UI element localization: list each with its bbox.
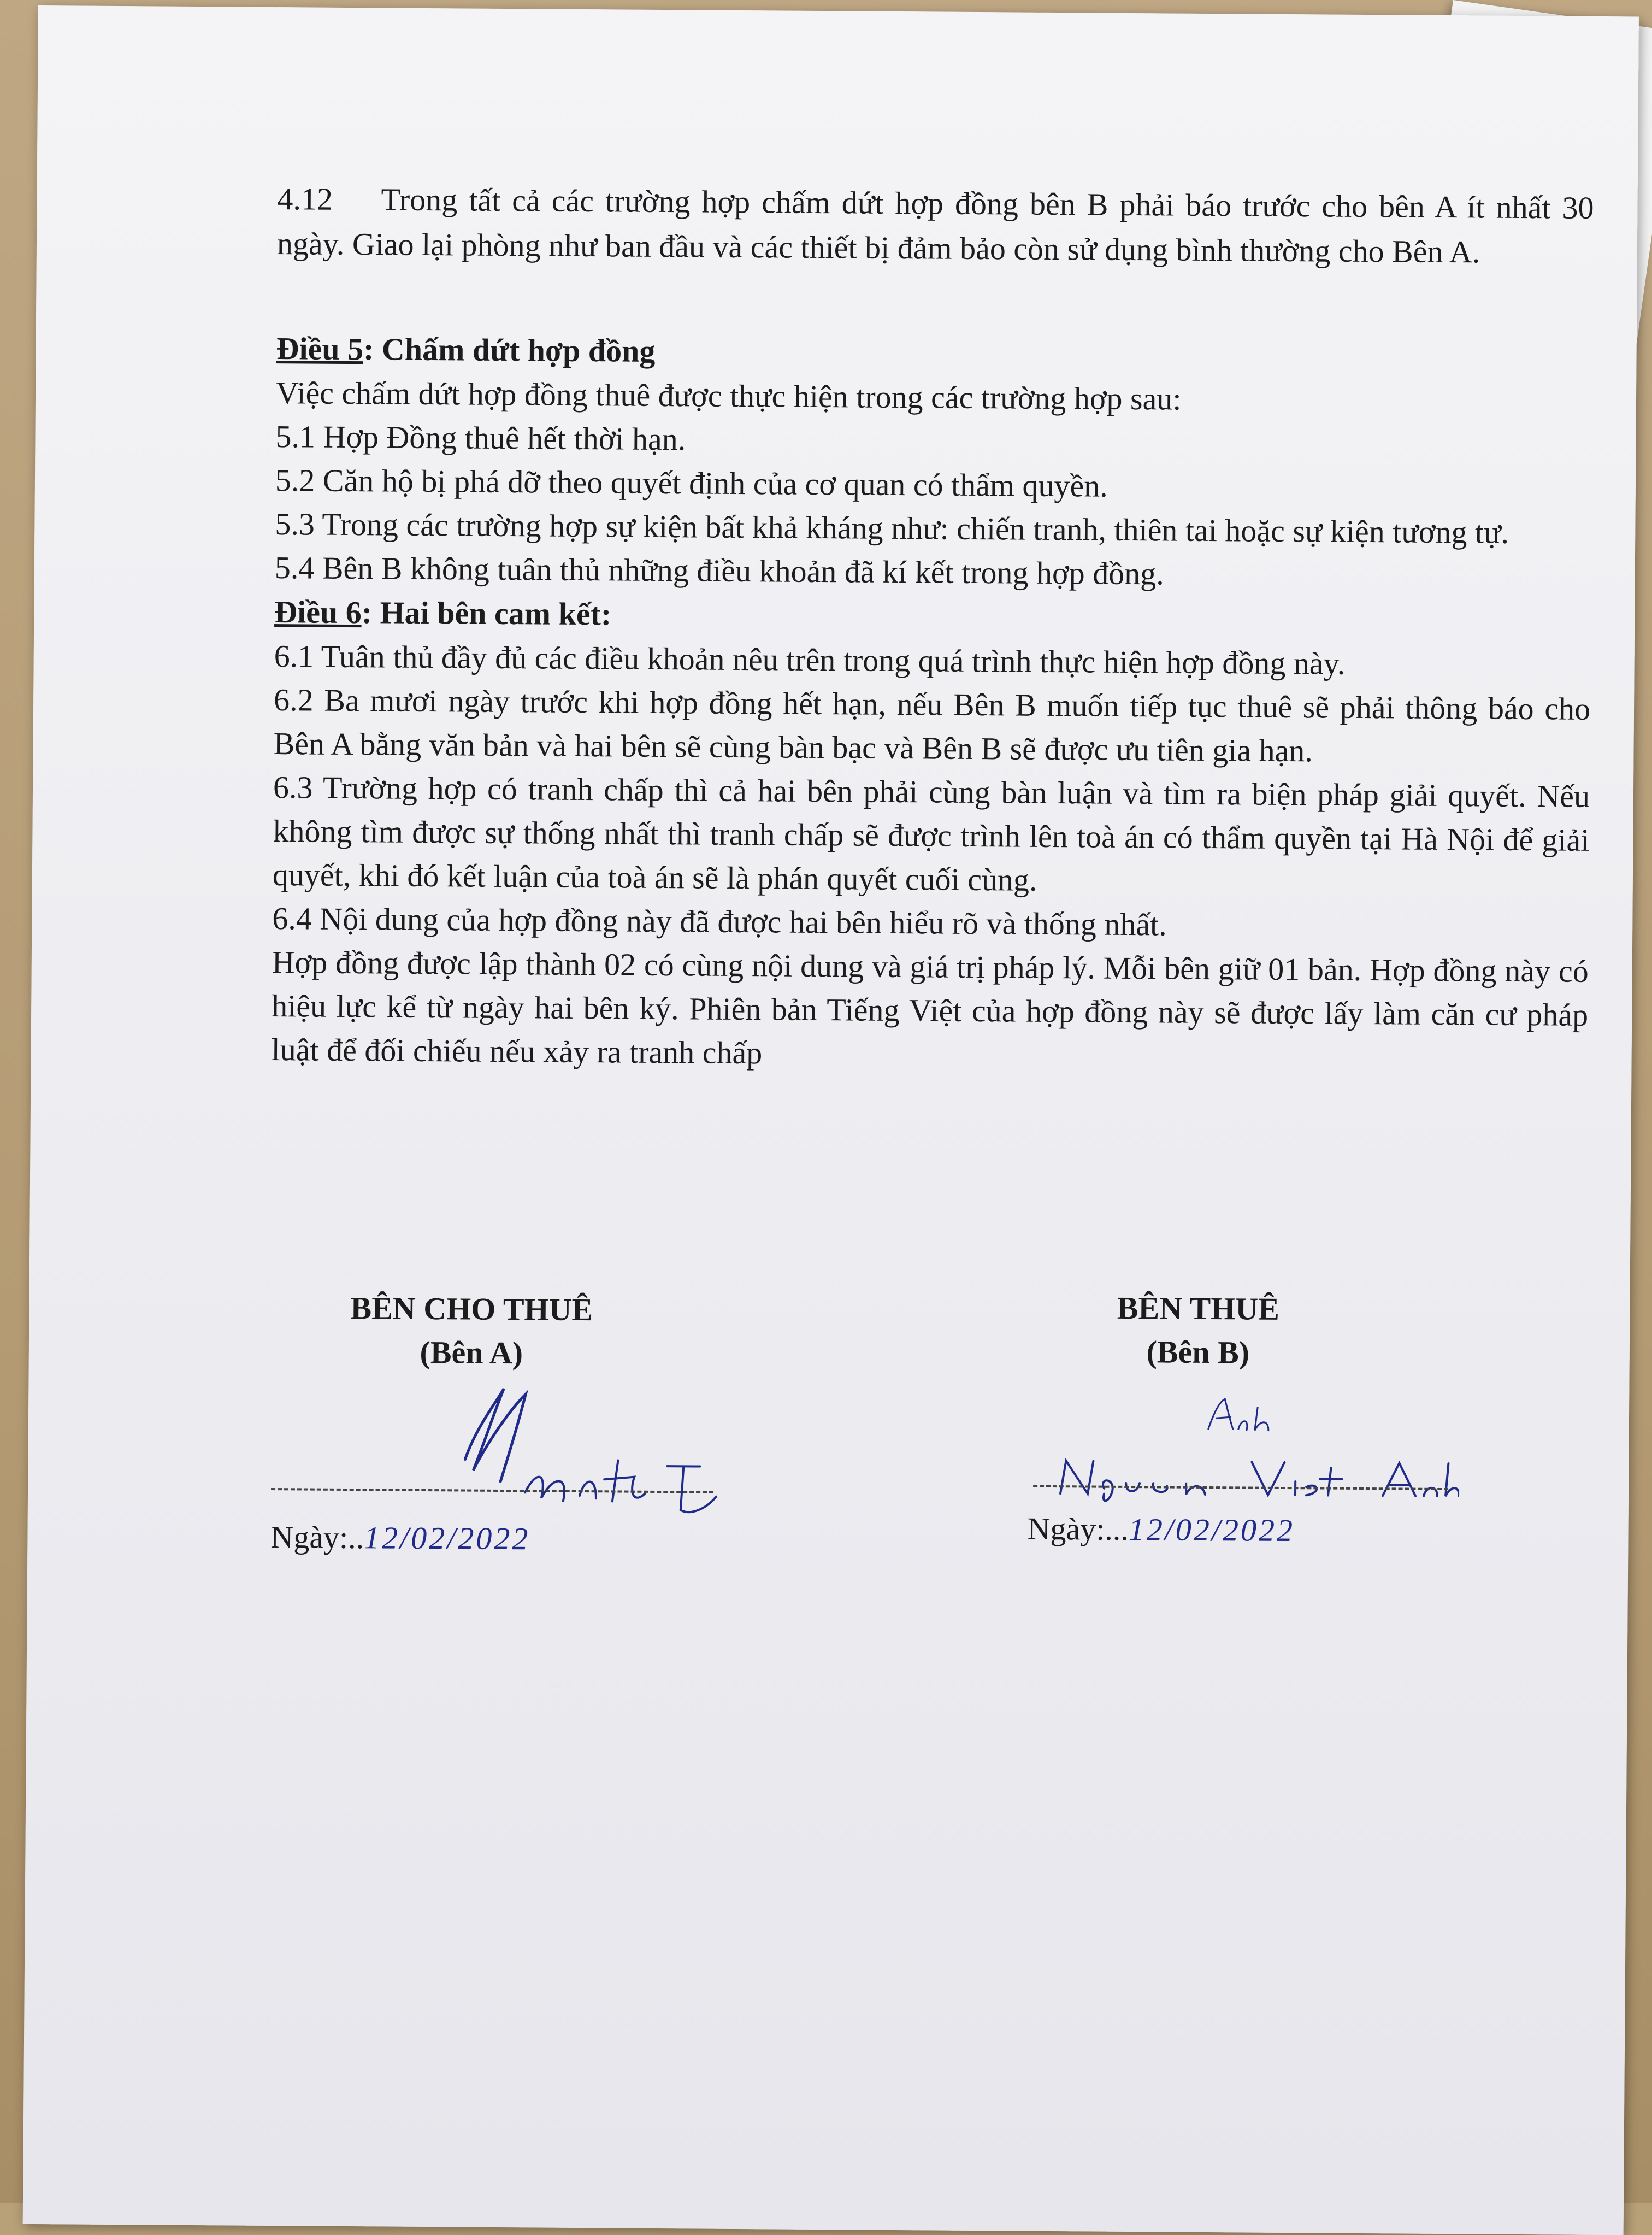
article-5-item: 5.2 Căn hộ bị phá dỡ theo quyết định của cơ quan có thẩm quyền. <box>275 462 1108 504</box>
clause-4-12 <box>277 177 1594 275</box>
article-5-item: 5.3 Trong các trường hợp sự kiện bất khả kháng như: chiến tranh, thiên tai hoặc sự kiện tương tự. <box>275 506 1509 550</box>
signature-area <box>268 1269 1499 1606</box>
article-6-item: 6.3 Trường hợp có tranh chấp thì cả hai bên phải cùng bàn luận và tìm ra biện pháp giải quyết. Nếu không tìm được sự thống nhất thì tranh chấp sẽ được trình lên toà án có thẩm quyền tại Hà Nội để giải quyết, khi đó kết luận của toà án sẽ là phán quyết cuối cùng. <box>272 769 1590 898</box>
party-b-block <box>1056 1286 1341 1375</box>
clause-number: 4.12 <box>277 181 333 217</box>
contract-body <box>271 177 1594 1081</box>
article-6-item: 6.1 Tuân thủ đầy đủ các điều khoản nêu trên trong quá trình thực hiện hợp đồng này. <box>274 638 1346 681</box>
document-page <box>23 5 1639 2235</box>
party-a-date-label: Ngày:.. <box>270 1519 364 1556</box>
party-a-date-value: 12/02/2022 <box>363 1520 530 1557</box>
party-a-date <box>270 1518 530 1558</box>
closing-paragraph: Hợp đồng được lập thành 02 có cùng nội dung và giá trị pháp lý. Mỗi bên giữ 01 bản. Hợp đồng này có hiệu lực kể từ ngày hai bên ký. Phiên bản Tiếng Việt của hợp đồng này sẽ được lấy làm căn cư pháp luật để đối chiếu nếu xảy ra tranh chấp <box>271 944 1589 1071</box>
article-5-item: 5.1 Hợp Đồng thuê hết thời hạn. <box>275 419 686 457</box>
clause-text: Trong tất cả các trường hợp chấm dứt hợp đồng bên B phải báo trước cho bên A ít nhất 30 ngày. Giao lại phòng như ban đầu và các thiết bị đảm bảo còn sử dụng bình thường cho Bên A. <box>276 181 1594 270</box>
article-6-item: 6.4 Nội dung của hợp đồng này đã được hai bên hiểu rõ và thống nhất. <box>272 901 1167 943</box>
article-5-label: Điều 5 <box>276 331 364 367</box>
article-6-label: Điều 6 <box>274 594 362 631</box>
article-6-title: : Hai bên cam kết: <box>361 595 612 632</box>
article-6-item: 6.2 Ba mươi ngày trước khi hợp đồng hết hạn, nếu Bên B muốn tiếp tục thuê sẽ phải thông báo cho Bên A bằng văn bản và hai bên sẽ cùng bàn bạc và Bên B sẽ được ưu tiên gia hạn. <box>273 682 1591 769</box>
party-a-block <box>329 1286 614 1376</box>
party-b-sub: (Bên B) <box>1146 1334 1250 1371</box>
article-5-intro: Việc chấm dứt hợp đồng thuê được thực hiện trong các trường hợp sau: <box>275 375 1182 417</box>
article-5-item: 5.4 Bên B không tuân thủ những điều khoản đã kí kết trong hợp đồng. <box>274 550 1164 592</box>
party-a-sub: (Bên A) <box>420 1334 523 1371</box>
article-5-title: : Chấm dứt hợp đồng <box>363 331 656 369</box>
party-b-date <box>1027 1510 1295 1550</box>
party-b-date-value: 12/02/2022 <box>1128 1511 1295 1549</box>
party-a-role: BÊN CHO THUÊ <box>350 1290 593 1328</box>
party-a-signature <box>361 1377 745 1521</box>
party-b-date-label: Ngày:... <box>1027 1510 1129 1548</box>
party-b-role: BÊN THUÊ <box>1117 1290 1280 1327</box>
party-b-signature <box>1044 1384 1460 1518</box>
